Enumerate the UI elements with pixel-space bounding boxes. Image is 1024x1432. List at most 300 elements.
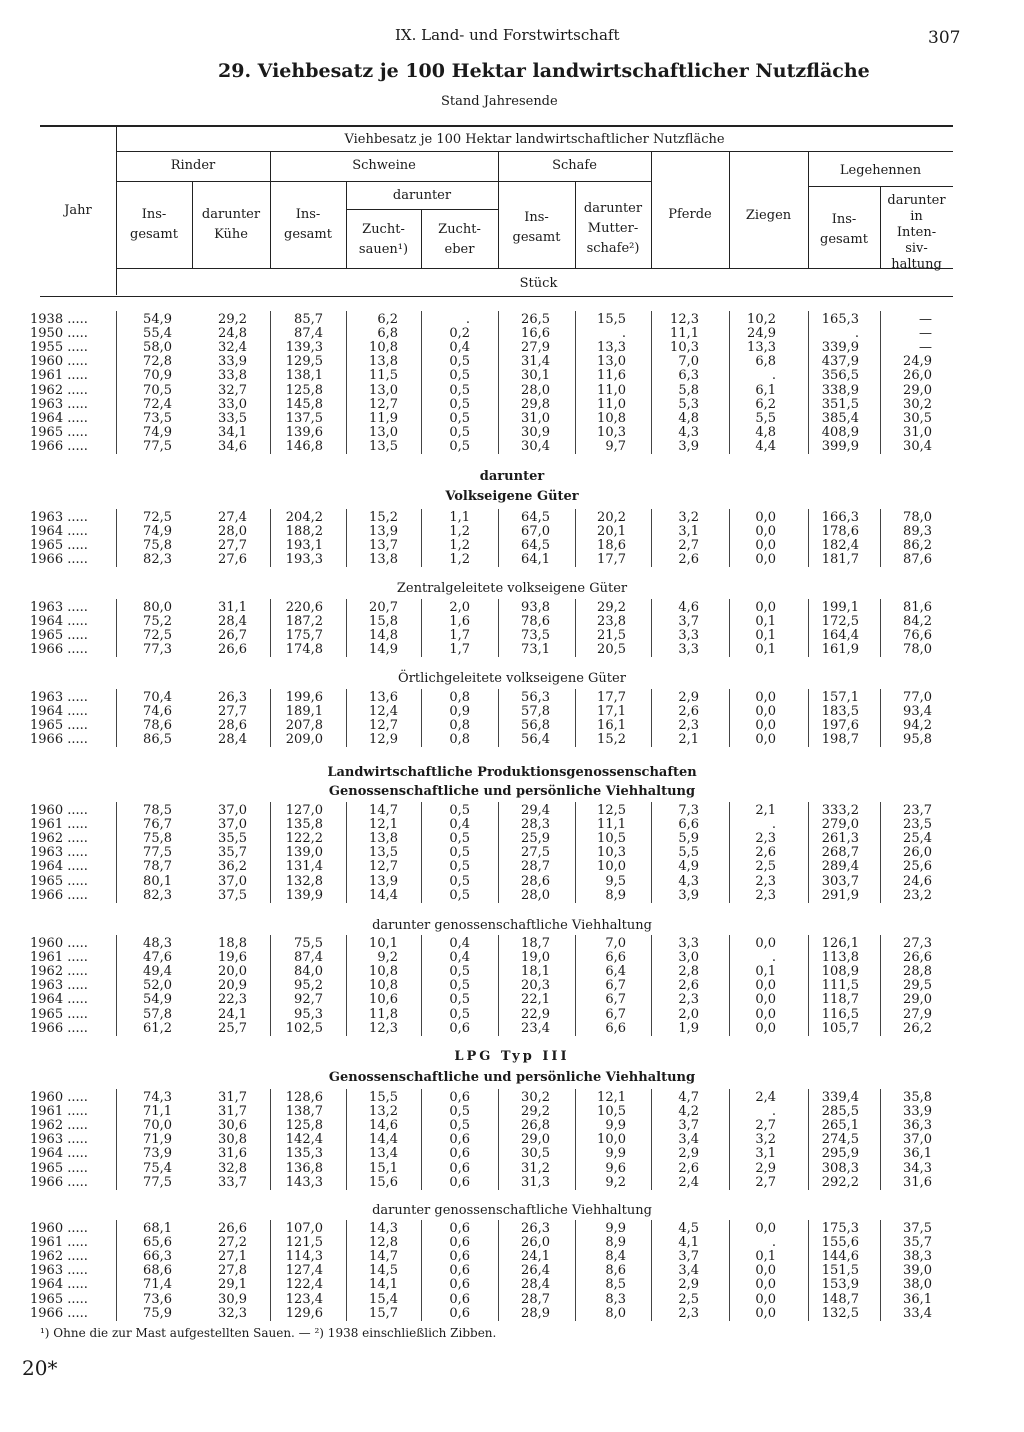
cell-ziegen: 2,3 — [755, 831, 776, 847]
cell-zuchteber: 0,5 — [449, 1006, 470, 1022]
cell-intensivhaltung: 95,8 — [903, 732, 932, 748]
cell-zuchteber: 1,7 — [449, 642, 470, 658]
cell-zuchteber: 1,2 — [449, 524, 470, 540]
cell-mutterschafe: 15,5 — [597, 312, 626, 327]
table-row — [0, 733, 1024, 747]
cell-pferde: 5,3 — [678, 396, 699, 412]
year-cell: 1964 ..... — [30, 1277, 88, 1293]
cell-intensivhaltung: 27,9 — [903, 1006, 932, 1022]
cell-rinder-kuehe: 30,9 — [218, 1291, 247, 1307]
cell-ziegen: 0,0 — [755, 1221, 776, 1236]
cell-legehennen-insgesamt: 308,3 — [821, 1160, 859, 1176]
cell-intensivhaltung: 78,0 — [903, 510, 932, 525]
cell-ziegen: 2,4 — [755, 1090, 776, 1105]
cell-mutterschafe: 20,1 — [597, 524, 626, 540]
cell-pferde: 2,9 — [678, 1277, 699, 1293]
cell-rinder-insgesamt: 77,5 — [143, 845, 172, 861]
cell-intensivhaltung: 28,8 — [903, 964, 932, 980]
col-zuchteber: Zucht- eber — [438, 222, 481, 257]
cell-pferde: 3,3 — [678, 936, 699, 951]
cell-schafe-insgesamt: 93,8 — [521, 600, 550, 615]
cell-legehennen-insgesamt: 118,7 — [821, 992, 859, 1008]
cell-rinder-kuehe: 37,5 — [218, 887, 247, 903]
cell-zuchtsauen: 10,8 — [369, 964, 398, 980]
cell-pferde: 3,7 — [678, 1249, 699, 1265]
cell-zuchteber: 0,4 — [449, 817, 470, 833]
cell-intensivhaltung: 24,9 — [903, 354, 932, 370]
cell-zuchtsauen: 12,7 — [369, 859, 398, 875]
table-row — [0, 601, 1024, 615]
cell-schafe-insgesamt: 28,9 — [521, 1305, 550, 1321]
cell-intensivhaltung: 37,0 — [903, 1132, 932, 1148]
cell-schafe-insgesamt: 29,8 — [521, 396, 550, 412]
cell-zuchteber: . — [465, 312, 470, 327]
cell-ziegen: 0,0 — [755, 732, 776, 748]
col-pferde: Pferde — [668, 207, 712, 222]
cell-rinder-kuehe: 24,1 — [218, 1006, 247, 1022]
cell-zuchteber: 0,5 — [449, 396, 470, 412]
col-jahr: Jahr — [64, 203, 92, 218]
cell-schweine-insgesamt: 189,1 — [285, 704, 323, 720]
table-row — [0, 1236, 1024, 1250]
table-row — [0, 341, 1024, 355]
cell-legehennen-insgesamt: 339,9 — [821, 340, 859, 356]
cell-schweine-insgesamt: 95,3 — [294, 1006, 323, 1022]
cell-schweine-insgesamt: 129,5 — [285, 354, 323, 370]
cell-ziegen: 0,0 — [755, 992, 776, 1008]
cell-zuchteber: 0,5 — [449, 354, 470, 370]
cell-legehennen-insgesamt: 178,6 — [821, 524, 859, 540]
cell-zuchteber: 0,5 — [449, 368, 470, 384]
cell-pferde: 2,6 — [678, 978, 699, 994]
cell-intensivhaltung: 31,6 — [903, 1174, 932, 1190]
cell-pferde: 5,8 — [678, 382, 699, 398]
cell-rinder-insgesamt: 54,9 — [143, 312, 172, 327]
table-row — [0, 951, 1024, 965]
cell-schweine-insgesamt: 125,8 — [285, 382, 323, 398]
table-title: 29. Viehbesatz je 100 Hektar landwirtschaftlicher Nutzfläche — [218, 60, 870, 82]
table-row — [0, 313, 1024, 327]
cell-schweine-insgesamt: 175,7 — [285, 628, 323, 644]
cell-schweine-insgesamt: 123,4 — [285, 1291, 323, 1307]
cell-zuchteber: 0,6 — [449, 1305, 470, 1321]
cell-zuchteber: 0,5 — [449, 438, 470, 454]
cell-mutterschafe: 6,7 — [605, 978, 626, 994]
table-row — [0, 525, 1024, 539]
cell-mutterschafe: 11,0 — [597, 382, 626, 398]
cell-zuchteber: 0,5 — [449, 887, 470, 903]
cell-pferde: 2,9 — [678, 690, 699, 705]
cell-intensivhaltung: 25,4 — [903, 831, 932, 847]
cell-ziegen: 24,9 — [747, 326, 776, 342]
cell-legehennen-insgesamt: 399,9 — [821, 438, 859, 454]
cell-ziegen: 0,0 — [755, 1263, 776, 1279]
cell-ziegen: 2,5 — [755, 859, 776, 875]
cell-ziegen: 2,9 — [755, 1160, 776, 1176]
year-cell: 1964 ..... — [30, 992, 88, 1008]
cell-mutterschafe: 17,7 — [597, 690, 626, 705]
year-cell: 1964 ..... — [30, 704, 88, 720]
cell-intensivhaltung: 38,0 — [903, 1277, 932, 1293]
cell-zuchtsauen: 11,8 — [369, 1006, 398, 1022]
year-cell: 1962 ..... — [30, 831, 88, 847]
cell-schweine-insgesamt: 207,8 — [285, 718, 323, 734]
cell-ziegen: 0,0 — [755, 1277, 776, 1293]
table-row — [0, 1250, 1024, 1264]
cell-schweine-insgesamt: 135,3 — [285, 1146, 323, 1162]
cell-zuchtsauen: 9,2 — [377, 950, 398, 966]
cell-intensivhaltung: 30,2 — [903, 396, 932, 412]
cell-mutterschafe: 20,2 — [597, 510, 626, 525]
cell-intensivhaltung: 89,3 — [903, 524, 932, 540]
cell-pferde: 3,1 — [678, 524, 699, 540]
cell-rinder-kuehe: 27,7 — [218, 704, 247, 720]
cell-legehennen-insgesamt: 351,5 — [821, 396, 859, 412]
cell-zuchtsauen: 15,5 — [369, 1090, 398, 1105]
cell-schweine-insgesamt: 135,8 — [285, 817, 323, 833]
cell-zuchtsauen: 12,8 — [369, 1235, 398, 1251]
cell-pferde: 3,7 — [678, 1118, 699, 1134]
cell-mutterschafe: 6,4 — [605, 964, 626, 980]
cell-mutterschafe: 8,9 — [605, 1235, 626, 1251]
cell-schafe-insgesamt: 28,0 — [521, 887, 550, 903]
cell-mutterschafe: 8,9 — [605, 887, 626, 903]
cell-mutterschafe: 10,8 — [597, 410, 626, 426]
cell-rinder-kuehe: 37,0 — [218, 803, 247, 818]
section-subheading-7: darunter genossenschaftliche Viehhaltung — [372, 1203, 652, 1218]
cell-rinder-insgesamt: 75,8 — [143, 538, 172, 554]
cell-zuchtsauen: 6,8 — [377, 326, 398, 342]
cell-intensivhaltung: 27,3 — [903, 936, 932, 951]
cell-mutterschafe: 9,9 — [605, 1146, 626, 1162]
cell-schweine-insgesamt: 107,0 — [285, 1221, 323, 1236]
cell-zuchtsauen: 10,1 — [369, 936, 398, 951]
col-schweine-darunter: darunter — [392, 188, 452, 203]
cell-ziegen: 2,3 — [755, 873, 776, 889]
cell-schafe-insgesamt: 78,6 — [521, 614, 550, 630]
cell-mutterschafe: 21,5 — [597, 628, 626, 644]
cell-schweine-insgesamt: 102,5 — [285, 1020, 323, 1036]
cell-schweine-insgesamt: 136,8 — [285, 1160, 323, 1176]
cell-intensivhaltung: 26,0 — [903, 845, 932, 861]
year-cell: 1963 ..... — [30, 396, 88, 412]
cell-ziegen: 0,1 — [755, 614, 776, 630]
table-row — [0, 979, 1024, 993]
cell-rinder-insgesamt: 66,3 — [143, 1249, 172, 1265]
cell-intensivhaltung: 93,4 — [903, 704, 932, 720]
cell-rinder-kuehe: 27,7 — [218, 538, 247, 554]
cell-rinder-insgesamt: 58,0 — [143, 340, 172, 356]
cell-rinder-kuehe: 26,7 — [218, 628, 247, 644]
cell-ziegen: 6,1 — [755, 382, 776, 398]
cell-schafe-insgesamt: 28,7 — [521, 1291, 550, 1307]
cell-rinder-insgesamt: 78,7 — [143, 859, 172, 875]
cell-pferde: 2,1 — [678, 732, 699, 748]
cell-schweine-insgesamt: 75,5 — [294, 936, 323, 951]
cell-ziegen: 2,6 — [755, 845, 776, 861]
cell-intensivhaltung: 36,1 — [903, 1291, 932, 1307]
cell-pferde: 12,3 — [670, 312, 699, 327]
cell-intensivhaltung: 30,5 — [903, 410, 932, 426]
table-row — [0, 860, 1024, 874]
cell-mutterschafe: 18,6 — [597, 538, 626, 554]
cell-schafe-insgesamt: 29,2 — [521, 1104, 550, 1120]
cell-rinder-kuehe: 29,1 — [218, 1277, 247, 1293]
cell-intensivhaltung: 29,0 — [903, 992, 932, 1008]
cell-pferde: 2,6 — [678, 704, 699, 720]
cell-schafe-insgesamt: 19,0 — [521, 950, 550, 966]
cell-zuchtsauen: 15,6 — [369, 1174, 398, 1190]
cell-zuchteber: 0,5 — [449, 382, 470, 398]
cell-pferde: 6,6 — [678, 817, 699, 833]
col-schweine: Schweine — [352, 158, 416, 173]
cell-zuchtsauen: 14,7 — [369, 803, 398, 818]
cell-schweine-insgesamt: 87,4 — [294, 326, 323, 342]
cell-schafe-insgesamt: 28,4 — [521, 1277, 550, 1293]
cell-zuchtsauen: 12,1 — [369, 817, 398, 833]
year-cell: 1964 ..... — [30, 524, 88, 540]
cell-zuchteber: 1,2 — [449, 552, 470, 568]
cell-ziegen: . — [771, 368, 776, 384]
cell-zuchtsauen: 14,4 — [369, 887, 398, 903]
cell-rinder-kuehe: 27,4 — [218, 510, 247, 525]
cell-pferde: 4,5 — [678, 1221, 699, 1236]
cell-mutterschafe: 29,2 — [597, 600, 626, 615]
cell-schafe-insgesamt: 30,1 — [521, 368, 550, 384]
cell-rinder-kuehe: 36,2 — [218, 859, 247, 875]
year-cell: 1966 ..... — [30, 1305, 88, 1321]
cell-legehennen-insgesamt: 289,4 — [821, 859, 859, 875]
cell-mutterschafe: 17,1 — [597, 704, 626, 720]
cell-intensivhaltung: 29,5 — [903, 978, 932, 994]
cell-pferde: 4,3 — [678, 873, 699, 889]
cell-ziegen: 4,4 — [755, 438, 776, 454]
cell-rinder-kuehe: 29,2 — [218, 312, 247, 327]
cell-zuchtsauen: 15,7 — [369, 1305, 398, 1321]
cell-schafe-insgesamt: 23,4 — [521, 1020, 550, 1036]
year-cell: 1965 ..... — [30, 538, 88, 554]
cell-zuchtsauen: 20,7 — [369, 600, 398, 615]
cell-mutterschafe: 11,6 — [597, 368, 626, 384]
cell-mutterschafe: 8,4 — [605, 1249, 626, 1265]
cell-legehennen-insgesamt: 197,6 — [821, 718, 859, 734]
year-cell: 1961 ..... — [30, 1104, 88, 1120]
year-cell: 1965 ..... — [30, 628, 88, 644]
cell-schafe-insgesamt: 26,3 — [521, 1221, 550, 1236]
cell-zuchtsauen: 14,7 — [369, 1249, 398, 1265]
signature-mark: 20* — [22, 1356, 58, 1380]
cell-pferde: 2,5 — [678, 1291, 699, 1307]
cell-zuchtsauen: 11,9 — [369, 410, 398, 426]
cell-pferde: 2,9 — [678, 1146, 699, 1162]
cell-intensivhaltung: 76,6 — [903, 628, 932, 644]
cell-rinder-insgesamt: 70,4 — [143, 690, 172, 705]
cell-zuchtsauen: 13,9 — [369, 524, 398, 540]
table-row — [0, 1091, 1024, 1105]
cell-legehennen-insgesamt: 161,9 — [821, 642, 859, 658]
cell-zuchteber: 0,5 — [449, 410, 470, 426]
cell-mutterschafe: 6,6 — [605, 950, 626, 966]
cell-ziegen: . — [771, 1235, 776, 1251]
cell-rinder-kuehe: 27,6 — [218, 552, 247, 568]
cell-zuchteber: 0,5 — [449, 845, 470, 861]
cell-legehennen-insgesamt: 111,5 — [821, 978, 859, 994]
cell-schweine-insgesamt: 209,0 — [285, 732, 323, 748]
cell-rinder-insgesamt: 82,3 — [143, 887, 172, 903]
cell-pferde: 3,2 — [678, 510, 699, 525]
cell-schafe-insgesamt: 30,9 — [521, 424, 550, 440]
cell-zuchtsauen: 15,4 — [369, 1291, 398, 1307]
table-row — [0, 553, 1024, 567]
cell-mutterschafe: 9,6 — [605, 1160, 626, 1176]
cell-zuchteber: 0,4 — [449, 936, 470, 951]
cell-intensivhaltung: 94,2 — [903, 718, 932, 734]
cell-zuchteber: 0,6 — [449, 1160, 470, 1176]
cell-zuchtsauen: 15,1 — [369, 1160, 398, 1176]
cell-rinder-kuehe: 27,2 — [218, 1235, 247, 1251]
cell-zuchteber: 0,6 — [449, 1146, 470, 1162]
cell-pferde: 2,3 — [678, 992, 699, 1008]
cell-intensivhaltung: 23,2 — [903, 887, 932, 903]
section-heading-1: darunter — [479, 469, 545, 484]
cell-schafe-insgesamt: 26,4 — [521, 1263, 550, 1279]
cell-intensivhaltung: 29,0 — [903, 382, 932, 398]
table-row — [0, 355, 1024, 369]
cell-legehennen-insgesamt: 126,1 — [821, 936, 859, 951]
cell-mutterschafe: 10,3 — [597, 845, 626, 861]
cell-ziegen: 0,0 — [755, 718, 776, 734]
cell-pferde: 6,3 — [678, 368, 699, 384]
cell-zuchtsauen: 12,4 — [369, 704, 398, 720]
cell-schafe-insgesamt: 28,0 — [521, 382, 550, 398]
cell-rinder-insgesamt: 65,6 — [143, 1235, 172, 1251]
cell-zuchteber: 0,6 — [449, 1132, 470, 1148]
cell-zuchteber: 0,6 — [449, 1090, 470, 1105]
cell-mutterschafe: 9,2 — [605, 1174, 626, 1190]
col-unit: Stück — [519, 276, 558, 291]
cell-schafe-insgesamt: 26,8 — [521, 1118, 550, 1134]
cell-zuchteber: 0,9 — [449, 704, 470, 720]
cell-rinder-insgesamt: 70,9 — [143, 368, 172, 384]
cell-mutterschafe: 9,9 — [605, 1118, 626, 1134]
cell-ziegen: 0,0 — [755, 552, 776, 568]
cell-schafe-insgesamt: 64,1 — [521, 552, 550, 568]
cell-intensivhaltung: 26,0 — [903, 368, 932, 384]
cell-rinder-kuehe: 33,7 — [218, 1174, 247, 1190]
cell-legehennen-insgesamt: 295,9 — [821, 1146, 859, 1162]
cell-rinder-insgesamt: 74,3 — [143, 1090, 172, 1105]
cell-schafe-insgesamt: 20,3 — [521, 978, 550, 994]
cell-zuchteber: 0,5 — [449, 831, 470, 847]
cell-rinder-kuehe: 30,8 — [218, 1132, 247, 1148]
cell-rinder-insgesamt: 72,4 — [143, 396, 172, 412]
cell-rinder-insgesamt: 70,0 — [143, 1118, 172, 1134]
cell-intensivhaltung: 35,8 — [903, 1090, 932, 1105]
cell-schafe-insgesamt: 29,4 — [521, 803, 550, 818]
cell-mutterschafe: 10,0 — [597, 859, 626, 875]
cell-legehennen-insgesamt: 261,3 — [821, 831, 859, 847]
table-row — [0, 889, 1024, 903]
col-schweine-insgesamt: Ins- gesamt — [284, 207, 332, 242]
cell-rinder-insgesamt: 55,4 — [143, 326, 172, 342]
cell-rinder-kuehe: 34,1 — [218, 424, 247, 440]
cell-legehennen-insgesamt: 165,3 — [821, 312, 859, 327]
cell-schafe-insgesamt: 27,5 — [521, 845, 550, 861]
table-row — [0, 440, 1024, 454]
section-subheading-5: darunter genossenschaftliche Viehhaltung — [372, 918, 652, 933]
col-main-heading: Viehbesatz je 100 Hektar landwirtschaftlicher Nutzfläche — [344, 132, 725, 147]
cell-schweine-insgesamt: 139,3 — [285, 340, 323, 356]
cell-rinder-kuehe: 32,7 — [218, 382, 247, 398]
cell-legehennen-insgesamt: 166,3 — [821, 510, 859, 525]
table-row — [0, 1133, 1024, 1147]
cell-legehennen-insgesamt: 279,0 — [821, 817, 859, 833]
cell-schafe-insgesamt: 25,9 — [521, 831, 550, 847]
cell-rinder-kuehe: 28,0 — [218, 524, 247, 540]
cell-legehennen-insgesamt: . — [854, 326, 859, 342]
cell-zuchteber: 1,6 — [449, 614, 470, 630]
cell-zuchteber: 0,6 — [449, 1291, 470, 1307]
cell-zuchtsauen: 14,8 — [369, 628, 398, 644]
cell-zuchtsauen: 10,8 — [369, 340, 398, 356]
year-cell: 1960 ..... — [30, 1090, 88, 1105]
cell-schweine-insgesamt: 188,2 — [285, 524, 323, 540]
cell-mutterschafe: 7,0 — [605, 936, 626, 951]
cell-zuchtsauen: 13,8 — [369, 831, 398, 847]
year-cell: 1965 ..... — [30, 1291, 88, 1307]
cell-zuchtsauen: 6,2 — [377, 312, 398, 327]
cell-ziegen: 2,7 — [755, 1118, 776, 1134]
cell-rinder-insgesamt: 72,8 — [143, 354, 172, 370]
cell-zuchteber: 0,6 — [449, 1020, 470, 1036]
cell-zuchteber: 0,5 — [449, 1104, 470, 1120]
cell-zuchteber: 0,8 — [449, 690, 470, 705]
cell-schweine-insgesamt: 139,6 — [285, 424, 323, 440]
cell-pferde: 4,7 — [678, 1090, 699, 1105]
col-zuchtsauen: Zucht- sauen¹) — [358, 222, 409, 257]
cell-schafe-insgesamt: 24,1 — [521, 1249, 550, 1265]
cell-zuchtsauen: 15,8 — [369, 614, 398, 630]
col-legehennen: Legehennen — [839, 163, 922, 178]
cell-rinder-kuehe: 28,4 — [218, 614, 247, 630]
cell-ziegen: 0,0 — [755, 690, 776, 705]
year-cell: 1960 ..... — [30, 936, 88, 951]
cell-legehennen-insgesamt: 144,6 — [821, 1249, 859, 1265]
cell-schweine-insgesamt: 125,8 — [285, 1118, 323, 1134]
cell-rinder-insgesamt: 71,9 — [143, 1132, 172, 1148]
cell-legehennen-insgesamt: 157,1 — [821, 690, 859, 705]
cell-rinder-kuehe: 33,5 — [218, 410, 247, 426]
cell-rinder-insgesamt: 77,5 — [143, 438, 172, 454]
cell-schweine-insgesamt: 127,4 — [285, 1263, 323, 1279]
col-rinder-insgesamt: Ins- gesamt — [130, 207, 178, 242]
cell-rinder-kuehe: 27,8 — [218, 1263, 247, 1279]
cell-rinder-insgesamt: 61,2 — [143, 1020, 172, 1036]
cell-schafe-insgesamt: 30,2 — [521, 1090, 550, 1105]
table-row — [0, 1176, 1024, 1190]
cell-pferde: 2,6 — [678, 552, 699, 568]
cell-rinder-insgesamt: 78,5 — [143, 803, 172, 818]
year-cell: 1962 ..... — [30, 1249, 88, 1265]
cell-zuchtsauen: 12,3 — [369, 1020, 398, 1036]
cell-legehennen-insgesamt: 172,5 — [821, 614, 859, 630]
year-cell: 1960 ..... — [30, 803, 88, 818]
cell-schafe-insgesamt: 31,0 — [521, 410, 550, 426]
cell-legehennen-insgesamt: 437,9 — [821, 354, 859, 370]
cell-rinder-kuehe: 18,8 — [218, 936, 247, 951]
cell-zuchtsauen: 14,3 — [369, 1221, 398, 1236]
year-cell: 1966 ..... — [30, 438, 88, 454]
